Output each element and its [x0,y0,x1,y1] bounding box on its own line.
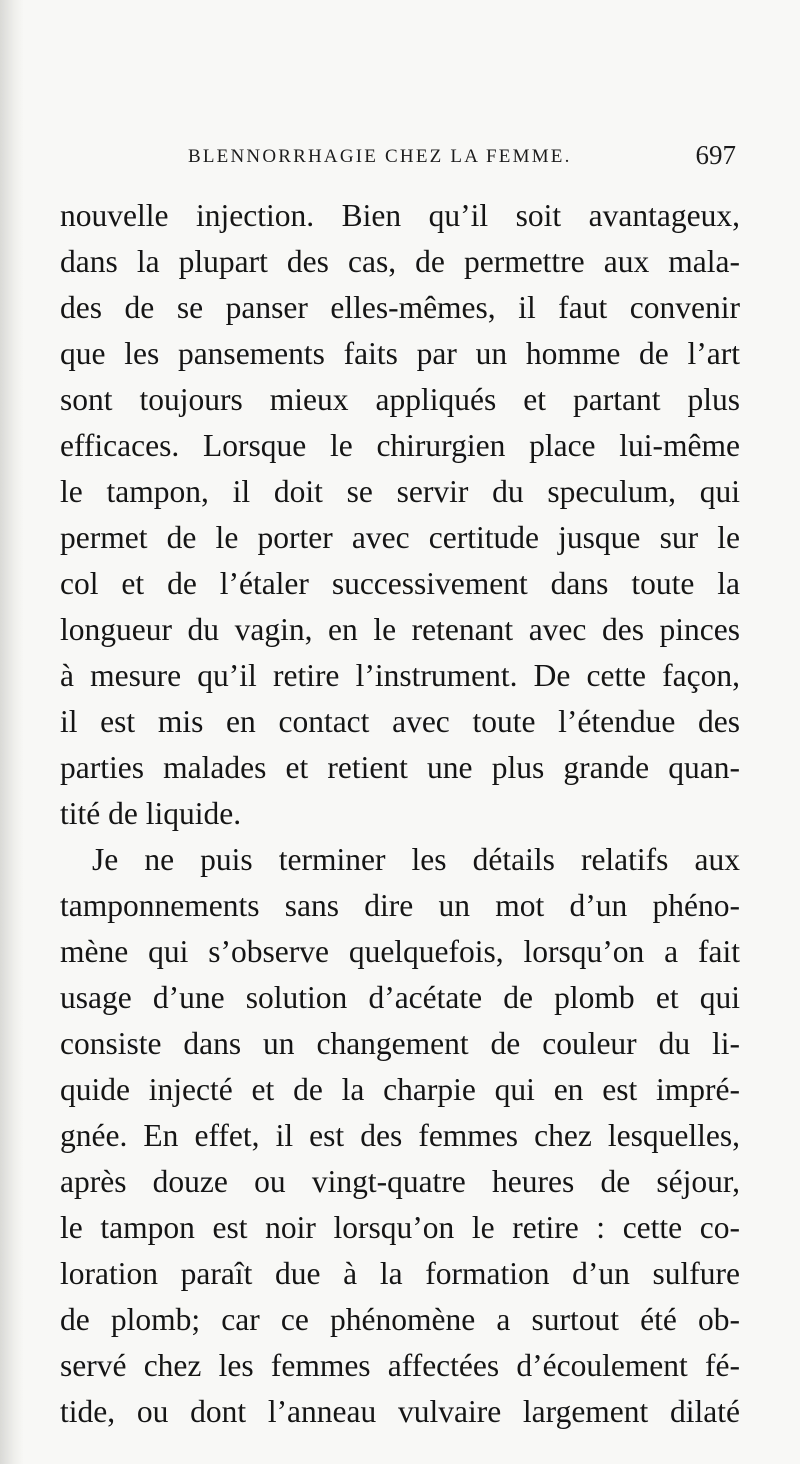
text-line: parties malades et retient une plus grande quan- [60,750,740,785]
text-line: le tampon, il doit se servir du speculum, qui [60,474,740,509]
text-line: loration paraît due à la formation d’un sulfure [60,1256,740,1291]
text-line: col et de l’étaler successivement dans toute la [60,566,740,601]
text-line: servé chez les femmes affectées d’écoulement fé- [60,1348,740,1383]
text-line: après douze ou vingt-quatre heures de séjour, [60,1164,740,1199]
text-line: des de se panser elles-mêmes, il faut convenir [60,290,740,325]
text-line: le tampon est noir lorsqu’on le retire : cette co- [60,1210,740,1245]
text-line: dans la plupart des cas, de permettre aux mala- [60,244,740,279]
text-line: sont toujours mieux appliqués et partant plus [60,382,740,417]
text-line: que les pansements faits par un homme de l’art [60,336,740,371]
text-line: gnée. En effet, il est des femmes chez lesquelles, [60,1118,740,1153]
page-number: 697 [695,140,736,170]
text-line: Je ne puis terminer les détails relatifs aux [92,842,740,877]
text-line: usage d’une solution d’acétate de plomb et qui [60,980,740,1015]
paragraph-2 [60,837,740,1435]
text-line: longueur du vagin, en le retenant avec des pinces [60,612,740,647]
text-line: consiste dans un changement de couleur du li- [60,1026,740,1061]
body-text [60,193,740,1435]
text-line: mène qui s’observe quelquefois, lorsqu’on a fait [60,934,740,969]
paragraph-1 [60,193,740,837]
running-head [60,140,740,174]
text-line: il est mis en contact avec toute l’étendue des [60,704,740,739]
page-gutter-shadow [0,0,24,1464]
text-line: permet de le porter avec certitude jusque sur le [60,520,740,555]
text-line: quide injecté et de la charpie qui en est impré- [60,1072,740,1107]
text-line: à mesure qu’il retire l’instrument. De cette façon, [60,658,740,693]
text-line: de plomb; car ce phénomène a surtout été ob- [60,1302,740,1337]
text-line: efficaces. Lorsque le chirurgien place lui-même [60,428,740,463]
text-line: tide, ou dont l’anneau vulvaire largement dilaté [60,1394,740,1429]
text-line: tamponnements sans dire un mot d’un phéno- [60,888,740,923]
running-title: BLENNORRHAGIE CHEZ LA FEMME. [188,146,572,167]
text-line: nouvelle injection. Bien qu’il soit avantageux, [60,198,740,233]
text-line: tité de liquide. [60,796,242,831]
